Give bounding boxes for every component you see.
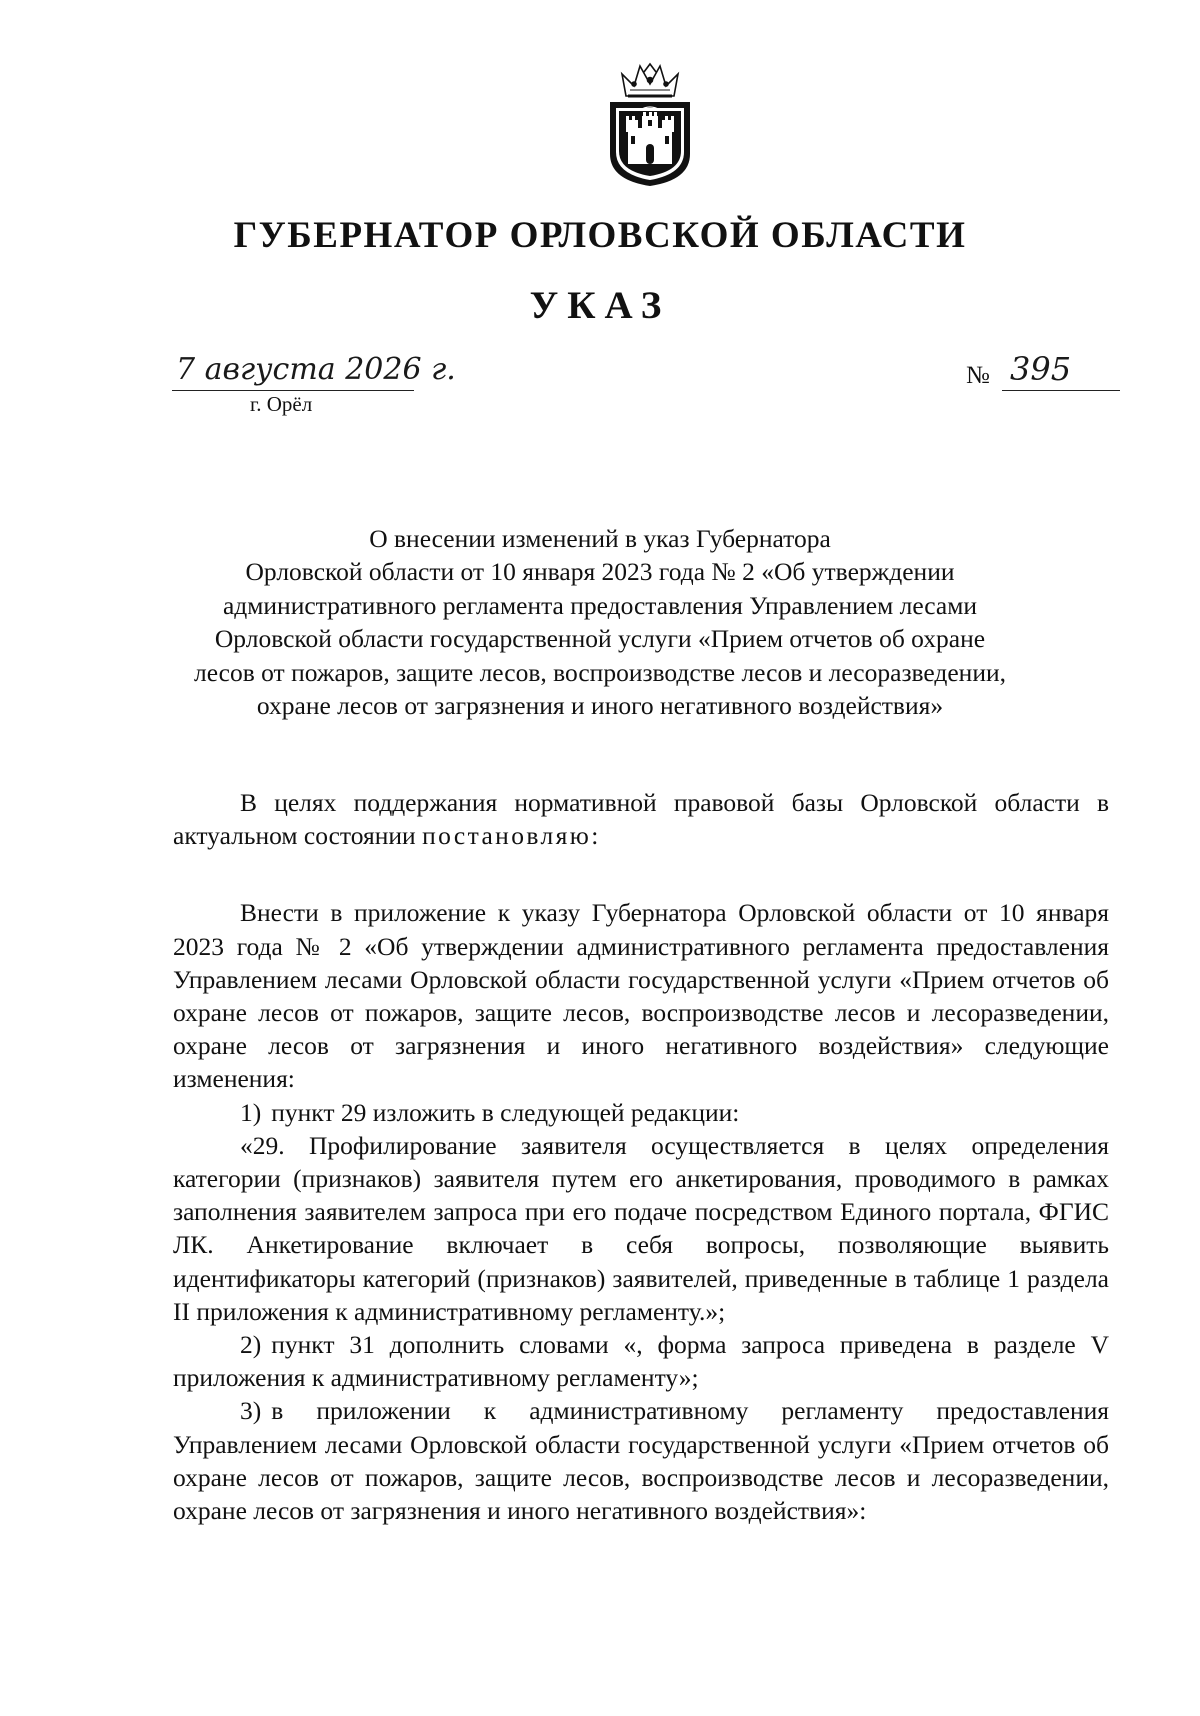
- subject-line: Орловской области от 10 января 2023 года № 2 «Об утверждении: [245, 557, 955, 587]
- list-item: [173, 1129, 1109, 1328]
- subject-line: лесов от пожаров, защите лесов, воспроизводстве лесов и лесоразведении,: [193, 657, 1006, 687]
- preamble-text: В целях поддержания нормативной правовой базы Орловской области в актуальном состоянии: [173, 788, 1109, 851]
- preamble-paragraph: [173, 786, 1109, 852]
- list-item: [173, 1096, 1109, 1129]
- subject-line: О внесении изменений в указ Губернатора: [369, 524, 831, 553]
- item-number: 3): [240, 1396, 262, 1426]
- document-body: [173, 786, 1109, 1527]
- document-type-heading: УКАЗ: [529, 284, 671, 327]
- city-label: г. Орёл: [250, 392, 313, 416]
- subject-line: административного регламента предоставления Управлением лесами: [222, 590, 978, 620]
- number-sign: №: [966, 362, 990, 389]
- item-number: 2): [240, 1330, 262, 1360]
- paragraph-gap: [173, 852, 1109, 896]
- coat-of-arms-emblem: [604, 62, 696, 188]
- authority-heading: ГУБЕРНАТОР ОРЛОВСКОЙ ОБЛАСТИ: [233, 215, 967, 256]
- document-subject: [150, 522, 1050, 722]
- decree-word: постановляю:: [422, 821, 601, 851]
- subject-line: Орловской области государственной услуги «Прием отчетов об охране: [214, 624, 986, 654]
- subject-line: охране лесов от загрязнения и иного негативного воздействия»: [256, 691, 944, 721]
- handwritten-date: 7 августа 2026 г.: [176, 352, 456, 387]
- main-paragraph: Внести в приложение к указу Губернатора Орловской области от 10 января 2023 года № 2 «Об утверждении административного регламента предоставления Управлением лесами Орловской области государственной услуги «Прием отчетов об охране лесов от пожаров, защите лесов, воспроизводстве лесов и лесоразведении, охране лесов от загрязнения и иного негативного воздействия» следующие изменения:: [173, 898, 1109, 1094]
- handwritten-number: 395: [1010, 350, 1072, 388]
- number-underline: [1002, 390, 1120, 391]
- date-block: [172, 352, 502, 422]
- item-text: в приложении к административному регламенту предоставления Управлением лесами Орловской области государственной услуги «Прием отчетов об охране лесов от пожаров, защите лесов, воспроизводстве лесов и лесоразведении, охране лесов от загрязнения и иного негативного воздействия»:: [173, 1396, 1109, 1526]
- item-text: пункт 31 дополнить словами «, форма запроса приведена в разделе V приложения к административному регламенту»;: [173, 1330, 1109, 1393]
- list-item: [173, 1328, 1109, 1394]
- item-number: 1): [240, 1097, 262, 1127]
- item-text: пункт 29 изложить в следующей редакции:: [271, 1097, 740, 1127]
- item-text: «29. Профилирование заявителя осуществляется в целях определения категории (признаков) заявителя путем его анкетирования, проводимого в рамках заполнения заявителем запроса при его подаче посредством Единого портала, ФГИС ЛК. Анкетирование включает в себя вопросы, позволяющие выявить идентификаторы категорий (признаков) заявителей, приведенные в таблице 1 раздела II приложения к административному регламенту.»;: [173, 1130, 1109, 1326]
- number-block: [966, 352, 1136, 402]
- date-underline: [172, 390, 414, 391]
- list-item: [173, 1394, 1109, 1527]
